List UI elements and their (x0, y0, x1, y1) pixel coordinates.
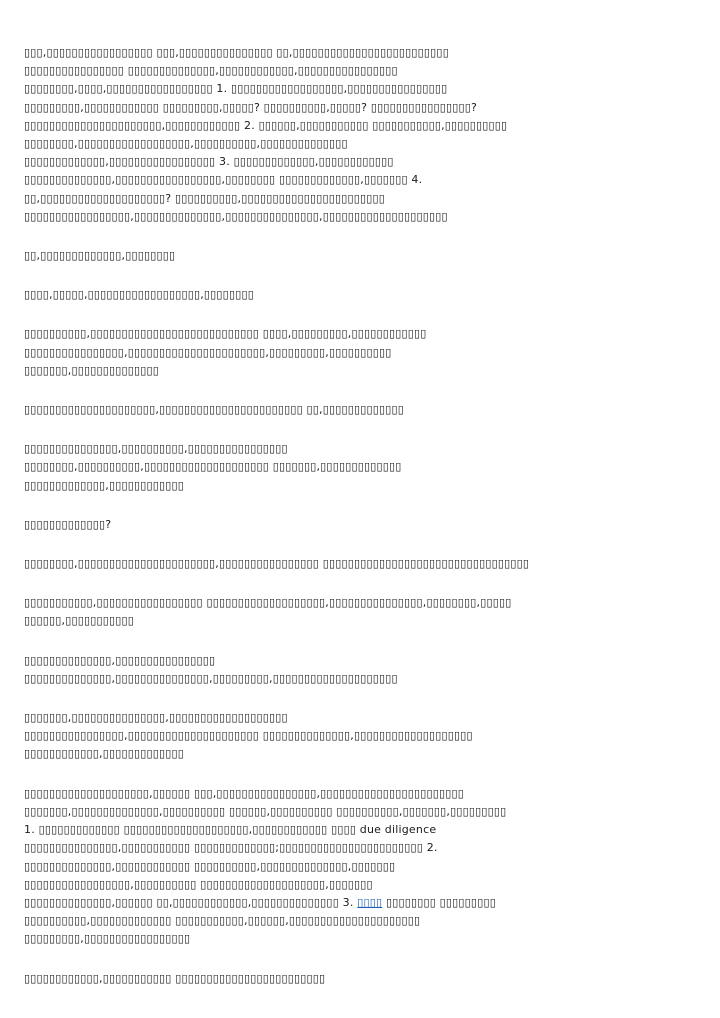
paragraph: ▯▯▯▯,▯▯▯▯▯,▯▯▯▯▯▯▯▯▯▯▯▯▯▯▯▯▯▯,▯▯▯▯▯▯▯▯ (24, 288, 254, 302)
paragraph: ▯▯▯▯▯▯▯▯▯▯▯,▯▯▯▯▯▯▯▯▯▯▯▯▯▯▯▯▯ ▯▯▯▯▯▯▯▯▯▯▯▯▯▯▯▯▯▯▯,▯▯▯▯▯▯▯▯▯▯▯▯▯▯▯,▯▯▯▯▯▯▯▯,▯▯▯▯▯ ▯▯▯▯▯▯,▯▯▯▯▯▯▯▯▯▯▯ (24, 596, 512, 628)
paragraph: ▯▯▯,▯▯▯▯▯▯▯▯▯▯▯▯▯▯▯▯▯ ▯▯▯,▯▯▯▯▯▯▯▯▯▯▯▯▯▯▯ ▯▯,▯▯▯▯▯▯▯▯▯▯▯▯▯▯▯▯▯▯▯▯▯▯▯▯▯ ▯▯▯▯▯▯▯▯▯▯▯▯▯▯▯▯ ▯▯▯▯▯▯▯▯▯▯▯▯▯▯,▯▯▯▯▯▯▯▯▯▯▯▯,▯▯▯▯▯▯▯▯▯▯▯▯▯▯▯▯ ▯▯▯▯▯▯▯▯,▯▯▯▯,▯▯▯▯▯▯▯▯▯▯▯▯▯▯▯▯▯ 1. ▯▯▯▯▯▯▯▯▯▯▯▯▯▯▯▯▯▯,▯▯▯▯▯▯▯▯▯▯▯▯▯▯▯▯ ▯▯▯▯▯▯▯▯▯,▯▯▯▯▯▯▯▯▯▯▯▯ ▯▯▯▯▯▯▯▯▯,▯▯▯▯▯? ▯▯▯▯▯▯▯▯▯▯,▯▯▯▯▯? ▯▯▯▯▯▯▯▯▯▯▯▯▯▯▯▯? ▯▯▯▯▯▯▯▯▯▯▯▯▯▯▯▯▯▯▯▯▯▯,▯▯▯▯▯▯▯▯▯▯▯▯ 2. ▯▯▯▯▯▯,▯▯▯▯▯▯▯▯▯▯▯ ▯▯▯▯▯▯▯▯▯▯▯,▯▯▯▯▯▯▯▯▯▯ ▯▯▯▯▯▯▯▯,▯▯▯▯▯▯▯▯▯▯▯▯▯▯▯▯▯▯,▯▯▯▯▯▯▯▯▯▯,▯▯▯▯▯▯▯▯▯▯▯▯▯▯ ▯▯▯▯▯▯▯▯▯▯▯▯▯,▯▯▯▯▯▯▯▯▯▯▯▯▯▯▯▯▯ 3. ▯▯▯▯▯▯▯▯▯▯▯▯▯,▯▯▯▯▯▯▯▯▯▯▯▯ ▯▯▯▯▯▯▯▯▯▯▯▯▯▯,▯▯▯▯▯▯▯▯▯▯▯▯▯▯▯▯▯,▯▯▯▯▯▯▯▯ ▯▯▯▯▯▯▯▯▯▯▯▯▯,▯▯▯▯▯▯▯ 4. ▯▯,▯▯▯▯▯▯▯▯▯▯▯▯▯▯▯▯▯▯▯▯? ▯▯▯▯▯▯▯▯▯▯,▯▯▯▯▯▯▯▯▯▯▯▯▯▯▯▯▯▯▯▯▯▯▯ ▯▯▯▯▯▯▯▯▯▯▯▯▯▯▯▯▯,▯▯▯▯▯▯▯▯▯▯▯▯▯▯,▯▯▯▯▯▯▯▯▯▯▯▯▯▯▯,▯▯▯▯▯▯▯▯▯▯▯▯▯▯▯▯▯▯▯▯ (24, 46, 508, 223)
paragraph: ▯▯▯▯▯▯▯▯,▯▯▯▯▯▯▯▯▯▯▯▯▯▯▯▯▯▯▯▯▯▯,▯▯▯▯▯▯▯▯▯▯▯▯▯▯▯▯ ▯▯▯▯▯▯▯▯▯▯▯▯▯▯▯▯▯▯▯▯▯▯▯▯▯▯▯▯▯▯▯▯▯ (24, 557, 530, 571)
paragraph: ▯▯▯▯▯▯▯▯▯▯▯▯,▯▯▯▯▯▯▯▯▯▯▯ ▯▯▯▯▯▯▯▯▯▯▯▯▯▯▯▯▯▯▯▯▯▯▯▯ (24, 971, 326, 985)
paragraph: ▯▯▯▯▯▯▯▯▯▯▯▯▯▯,▯▯▯▯▯▯▯▯▯▯▯▯▯▯▯▯ ▯▯▯▯▯▯▯▯▯▯▯▯▯▯,▯▯▯▯▯▯▯▯▯▯▯▯▯▯▯,▯▯▯▯▯▯▯▯▯,▯▯▯▯▯▯▯▯▯▯▯▯▯▯▯▯▯▯▯▯ (24, 653, 398, 685)
paragraph: ▯▯▯▯▯▯▯,▯▯▯▯▯▯▯▯▯▯▯▯▯▯▯,▯▯▯▯▯▯▯▯▯▯▯▯▯▯▯▯▯▯▯ ▯▯▯▯▯▯▯▯▯▯▯▯▯▯▯▯,▯▯▯▯▯▯▯▯▯▯▯▯▯▯▯▯▯▯▯▯▯ ▯▯▯▯▯▯▯▯▯▯▯▯▯▯,▯▯▯▯▯▯▯▯▯▯▯▯▯▯▯▯▯▯▯ ▯▯▯▯▯▯▯▯▯▯▯▯,▯▯▯▯▯▯▯▯▯▯▯▯▯ (24, 711, 473, 761)
document-body (24, 44, 690, 1009)
paragraph: ▯▯▯▯▯▯▯▯▯▯,▯▯▯▯▯▯▯▯▯▯▯▯▯▯▯▯▯▯▯▯▯▯▯▯▯▯▯ ▯▯▯▯,▯▯▯▯▯▯▯▯▯,▯▯▯▯▯▯▯▯▯▯▯▯ ▯▯▯▯▯▯▯▯▯▯▯▯▯▯▯▯,▯▯▯▯▯▯▯▯▯▯▯▯▯▯▯▯▯▯▯▯▯▯,▯▯▯▯▯▯▯▯▯,▯▯▯▯▯▯▯▯▯▯ ▯▯▯▯▯▯▯,▯▯▯▯▯▯▯▯▯▯▯▯▯▯ (24, 327, 427, 377)
paragraph-text: ▯▯▯▯▯▯▯▯▯▯▯▯▯▯▯▯▯▯▯▯,▯▯▯▯▯▯ ▯▯▯,▯▯▯▯▯▯▯▯▯▯▯▯▯▯▯▯,▯▯▯▯▯▯▯▯▯▯▯▯▯▯▯▯▯▯▯▯▯▯▯ ▯▯▯▯▯▯▯,▯▯▯▯▯▯▯▯▯▯▯▯▯▯,▯▯▯▯▯▯▯▯▯▯ ▯▯▯▯▯▯,▯▯▯▯▯▯▯▯▯▯ ▯▯▯▯▯▯▯▯▯▯,▯▯▯▯▯▯▯,▯▯▯▯▯▯▯▯▯ 1. ▯▯▯▯▯▯▯▯▯▯▯▯▯ ▯▯▯▯▯▯▯▯▯▯▯▯▯▯▯▯▯▯▯▯,▯▯▯▯▯▯▯▯▯▯▯▯ ▯▯▯▯ due diligence ▯▯▯▯▯▯▯▯▯▯▯▯▯▯▯,▯▯▯▯▯▯▯▯▯▯▯ ▯▯▯▯▯▯▯▯▯▯▯▯▯;▯▯▯▯▯▯▯▯▯▯▯▯▯▯▯▯▯▯▯▯▯▯▯ 2. ▯▯▯▯▯▯▯▯▯▯▯▯▯▯,▯▯▯▯▯▯▯▯▯▯▯▯ ▯▯▯▯▯▯▯▯▯▯,▯▯▯▯▯▯▯▯▯▯▯▯▯▯,▯▯▯▯▯▯▯ ▯▯▯▯▯▯▯▯▯▯▯▯▯▯▯▯▯,▯▯▯▯▯▯▯▯▯▯ ▯▯▯▯▯▯▯▯▯▯▯▯▯▯▯▯▯▯▯▯,▯▯▯▯▯▯▯ ▯▯▯▯▯▯▯▯▯▯▯▯▯▯,▯▯▯▯▯▯ ▯▯,▯▯▯▯▯▯▯▯▯▯▯▯,▯▯▯▯▯▯▯▯▯▯▯▯▯▯ 3. (24, 786, 507, 909)
paragraph: ▯▯,▯▯▯▯▯▯▯▯▯▯▯▯▯,▯▯▯▯▯▯▯▯ (24, 249, 176, 263)
paragraph-with-link (24, 785, 690, 949)
paragraph: ▯▯▯▯▯▯▯▯▯▯▯▯▯▯▯,▯▯▯▯▯▯▯▯▯▯,▯▯▯▯▯▯▯▯▯▯▯▯▯▯▯▯ ▯▯▯▯▯▯▯▯,▯▯▯▯▯▯▯▯▯▯,▯▯▯▯▯▯▯▯▯▯▯▯▯▯▯▯▯▯▯▯ ▯▯▯▯▯▯▯,▯▯▯▯▯▯▯▯▯▯▯▯▯ ▯▯▯▯▯▯▯▯▯▯▯▯▯,▯▯▯▯▯▯▯▯▯▯▯▯ (24, 442, 402, 492)
paragraph: ▯▯▯▯▯▯▯▯▯▯▯▯▯▯▯▯▯▯▯▯▯,▯▯▯▯▯▯▯▯▯▯▯▯▯▯▯▯▯▯▯▯▯▯▯ ▯▯,▯▯▯▯▯▯▯▯▯▯▯▯▯ (24, 403, 405, 417)
paragraph-text: ▯▯▯▯▯▯▯▯ ▯▯▯▯▯▯▯▯▯ ▯▯▯▯▯▯▯▯▯▯,▯▯▯▯▯▯▯▯▯▯▯▯▯ ▯▯▯▯▯▯▯▯▯▯▯,▯▯▯▯▯▯,▯▯▯▯▯▯▯▯▯▯▯▯▯▯▯▯▯▯▯▯▯ ▯▯▯▯▯▯▯▯▯,▯▯▯▯▯▯▯▯▯▯▯▯▯▯▯▯▯ (24, 895, 496, 946)
paragraph: ▯▯▯▯▯▯▯▯▯▯▯▯▯? (24, 517, 112, 531)
inline-link[interactable]: ▯▯▯▯ (357, 895, 383, 909)
